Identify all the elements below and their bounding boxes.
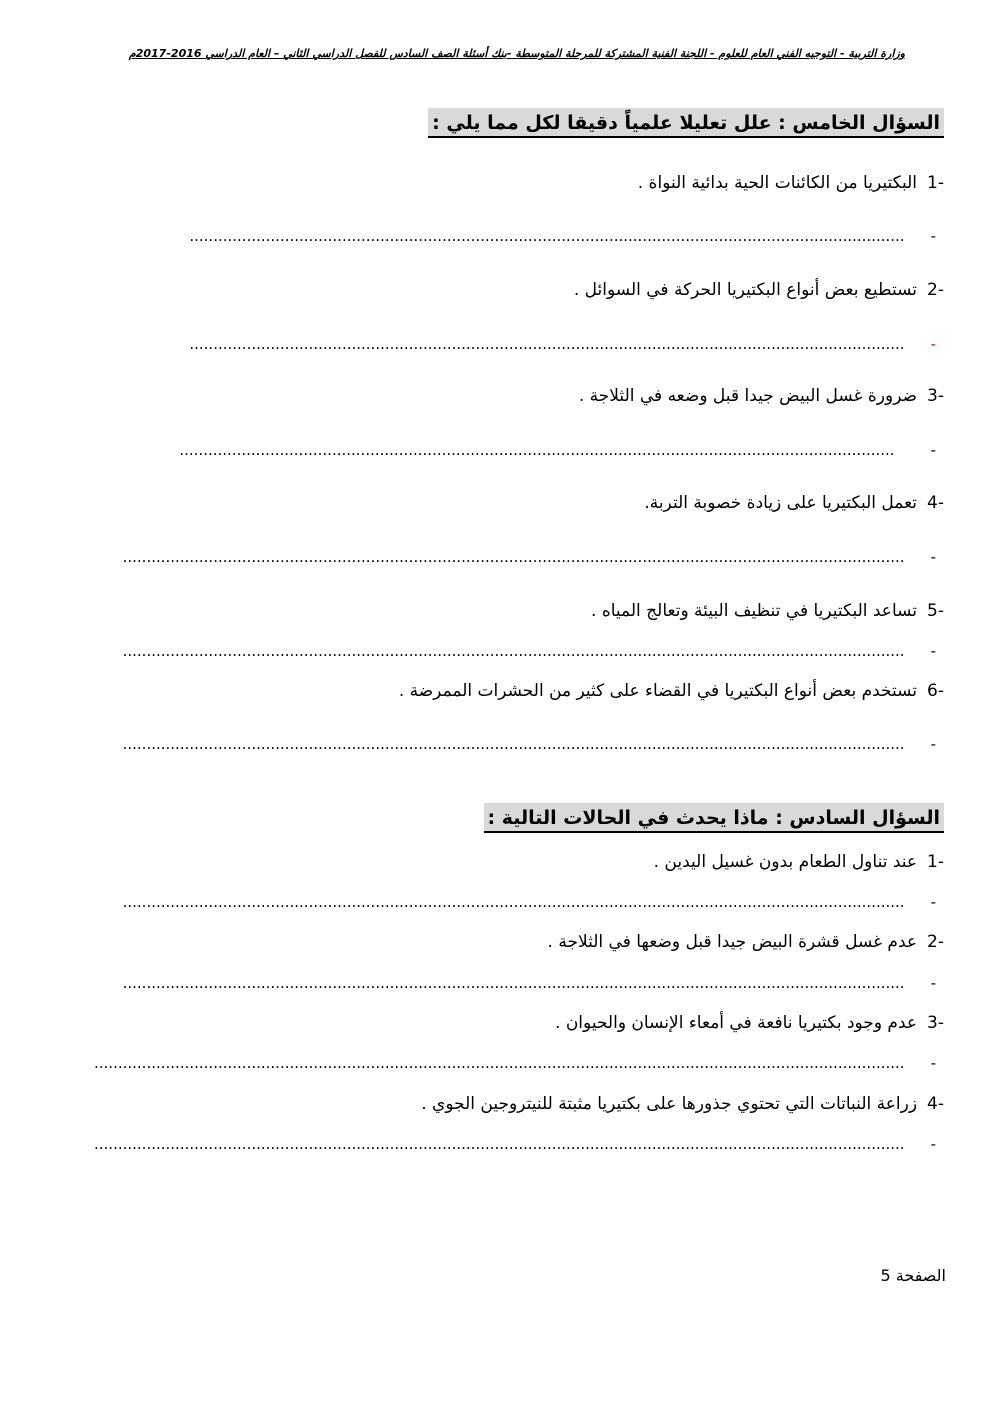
q5-item-2	[574, 279, 944, 301]
q5-item-4	[644, 492, 944, 514]
q6-answer-line-4[interactable]	[94, 1135, 936, 1153]
item-text: ضرورة غسل البيض جيدا قبل وضعه في الثلاجة .	[578, 386, 918, 406]
item-number: -2	[927, 932, 944, 952]
item-text: عند تناول الطعام بدون غسيل اليدين .	[653, 852, 918, 872]
item-text: تستخدم بعض أنواع البكتيريا في القضاء على كثير من الحشرات الممرضة .	[398, 681, 918, 701]
q6-item-1	[654, 851, 944, 873]
q6-item-3	[555, 1012, 944, 1034]
item-text: تستطيع بعض أنواع البكتيريا الحركة في السوائل .	[573, 280, 918, 300]
q5-item-6	[399, 680, 944, 702]
dotted-line: ....................................................................................................................................................................	[122, 735, 905, 753]
question-5-title: السؤال الخامس : علل تعليلا علمياً دقيقا لكل مما يلي :	[428, 108, 944, 138]
dotted-line: ....................................................................................................................................................................	[122, 548, 905, 566]
q6-item-4	[421, 1093, 944, 1115]
item-number: -5	[927, 601, 944, 621]
q5-answer-line-5[interactable]	[122, 642, 936, 660]
page-number: الصفحة 5	[880, 1266, 946, 1285]
answer-dash: -	[930, 441, 936, 459]
dotted-line: ......................................................................................................................................................	[189, 227, 905, 245]
answer-dash: -	[930, 335, 936, 353]
q6-answer-line-2[interactable]	[122, 974, 936, 992]
dotted-line: ....................................................................................................................................................................	[122, 893, 905, 911]
item-text: البكتيريا من الكائنات الحية بدائية النواة .	[637, 173, 918, 193]
dotted-line: ......................................................................................................................................................	[179, 441, 895, 459]
answer-dash: -	[930, 1054, 936, 1072]
q5-item-3	[579, 385, 944, 407]
answer-dash: -	[930, 974, 936, 992]
answer-dash: -	[930, 548, 936, 566]
q6-answer-line-1[interactable]	[122, 893, 936, 911]
item-text: زراعة النباتات التي تحتوي جذورها على بكتيريا مثبتة للنيتروجين الجوي .	[421, 1094, 918, 1114]
page-header: وزارة التربية - التوجيه الفني العام للعلوم - اللجنة الفنية المشتركة للمرحلة المتوسطة -بنك أسئلة الصف السادس للفصل الدراسي الثاني – العام الدراسي 2016-2017م	[128, 47, 905, 60]
dotted-line: ....................................................................................................................................................................	[122, 974, 905, 992]
item-number: -1	[927, 852, 944, 872]
answer-dash: -	[930, 893, 936, 911]
q6-answer-line-3[interactable]	[94, 1054, 936, 1072]
dotted-line: ......................................................................................................................................................	[189, 335, 905, 353]
q5-answer-line-2[interactable]	[189, 335, 936, 353]
dotted-line: ..........................................................................................................................................................................	[94, 1135, 905, 1153]
item-number: -3	[927, 386, 944, 406]
question-6-title: السؤال السادس : ماذا يحدث في الحالات التالية :	[484, 803, 944, 833]
answer-dash: -	[930, 227, 936, 245]
q6-item-2	[548, 931, 944, 953]
item-number: -4	[927, 493, 944, 513]
answer-dash: -	[930, 642, 936, 660]
q5-answer-line-4[interactable]	[122, 548, 936, 566]
answer-dash: -	[930, 1135, 936, 1153]
q5-item-1	[638, 172, 944, 194]
item-text: تساعد البكتيريا في تنظيف البيئة وتعالج المياه .	[591, 601, 918, 621]
item-number: -3	[927, 1013, 944, 1033]
item-text: تعمل البكتيريا على زيادة خصوبة التربة.	[644, 493, 918, 513]
item-number: -1	[927, 173, 944, 193]
dotted-line: ....................................................................................................................................................................	[122, 642, 905, 660]
q5-answer-line-1[interactable]	[189, 227, 936, 245]
q5-answer-line-6[interactable]	[122, 735, 936, 753]
item-text: عدم وجود بكتيريا نافعة في أمعاء الإنسان والحيوان .	[555, 1013, 918, 1033]
dotted-line: ..........................................................................................................................................................................	[94, 1054, 905, 1072]
item-number: -4	[927, 1094, 944, 1114]
answer-dash: -	[930, 735, 936, 753]
item-text: عدم غسل قشرة البيض جيدا قبل وضعها في الثلاجة .	[547, 932, 918, 952]
q5-item-5	[591, 600, 944, 622]
item-number: -6	[927, 681, 944, 701]
item-number: -2	[927, 280, 944, 300]
q5-answer-line-3[interactable]	[179, 441, 936, 459]
